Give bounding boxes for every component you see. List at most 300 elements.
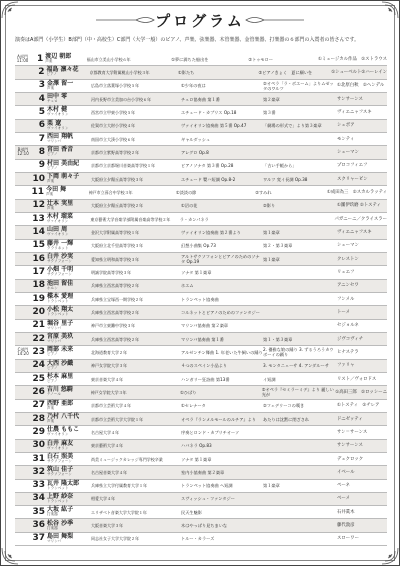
performer — [47, 267, 91, 277]
school-name: 神戸女学院大学３年 — [91, 363, 127, 369]
performer-name: 小畑 千明 — [47, 266, 74, 274]
composer: アニンセワ — [337, 283, 359, 289]
program-row — [15, 493, 387, 506]
piece-title-2: イ短調 — [263, 376, 276, 382]
performer-name: 松谷 沙季 — [47, 519, 74, 527]
performer-number: 28 — [32, 413, 45, 424]
performer-name: 島田 舞梨 — [47, 532, 74, 540]
performer — [47, 107, 91, 117]
composer: スクリャービン — [337, 176, 368, 182]
performer-number: 11 — [31, 186, 45, 197]
page-title: プログラム — [155, 12, 245, 30]
composer: セジョルネ — [337, 323, 359, 329]
school-name: 北海道教育大学２年 — [91, 349, 127, 355]
performer-name: 西野 亜郎 — [47, 399, 74, 407]
piece-title: ピアノソナタ 第３番 Op.28 — [181, 163, 234, 169]
piece-title: ラ・カンパネラ — [179, 216, 209, 222]
piece-title-2: ②トゥモロー — [248, 56, 273, 62]
performer-name: 木村 瑠菜 — [46, 213, 73, 221]
composer: スローワー — [337, 536, 359, 542]
instrument: マリンバ — [47, 339, 62, 344]
composer: ヴィエニャフスキ — [337, 229, 372, 235]
corner-ornament-icon — [381, 547, 399, 565]
performer — [47, 81, 91, 91]
piece-title: ハンガリー狂詩曲 第13番 — [181, 376, 230, 382]
composer: クレストン — [337, 256, 359, 262]
performer-number: 23 — [32, 346, 45, 357]
performer-name: 瓦井 隆太郎 — [47, 479, 80, 487]
performer-number: 13 — [32, 213, 45, 224]
composer: ヴィエニャフスキ — [337, 109, 372, 115]
school-name: エリザベト音楽大学大学院１年 — [91, 509, 147, 515]
instrument: 声楽 — [47, 205, 55, 210]
piece-title: ４つのスペイン小品より — [181, 363, 228, 369]
program-table — [15, 53, 387, 549]
instrument: マリンバ — [47, 139, 62, 144]
composer: ①團伊玖磨 ②トスティ — [337, 203, 381, 209]
performer — [47, 481, 91, 491]
instrument: トランペット — [47, 312, 69, 317]
piece-title: ①影たち — [178, 69, 195, 75]
performer-number: 29 — [32, 426, 45, 437]
performer — [47, 174, 91, 184]
piece-title: ①セレナータ — [181, 403, 206, 409]
performer — [47, 147, 91, 157]
instrument: ヴァイオリン — [47, 232, 69, 237]
school-name: 兵庫県立大学付属教育大学１年 — [91, 483, 147, 489]
performer — [47, 227, 91, 237]
piece-title-2: ②オペラ『セミラーミデ』より 麗しい光が — [261, 387, 334, 398]
performer-name: 福島 凛々花 — [46, 66, 79, 74]
performer — [46, 187, 89, 197]
instrument: サクソフォーン — [47, 272, 72, 277]
instrument: テノール — [46, 392, 61, 397]
program-row — [15, 533, 387, 546]
school-name: 京都教育大学附属桃山小学校３年 — [89, 69, 150, 75]
school-name: 神戸市立葺合中学校３年 — [88, 189, 133, 195]
composer: サンサーンス — [337, 96, 363, 102]
performer — [47, 387, 91, 397]
piece-title: スヴィッシュ・ファンタジー — [181, 496, 235, 502]
school-name: 兵庫県立西宮高等学校２年 — [91, 283, 139, 289]
school-name: 佐賀市立大財小学校４年 — [91, 123, 135, 129]
composer: ドニゼッティ — [337, 416, 363, 422]
performer-name: 山田 周 — [47, 226, 68, 234]
piece-title-2: ②ピアノきょく 夏に願いを — [258, 69, 313, 75]
performer-number: 10 — [32, 173, 45, 184]
performer — [47, 134, 91, 144]
composer: デュクロック — [337, 456, 364, 462]
piece-title: 序奏とロンド・カプリチオーソ — [181, 429, 240, 435]
piece-title-2: あたりは沈黙に閉ざされ — [263, 416, 310, 422]
composer: ①ミュージカル作品 ②ストラウス — [317, 56, 387, 62]
performer — [47, 347, 91, 357]
composer: ①成田為三 ②スカルラッティ — [326, 189, 388, 195]
program-row — [15, 146, 387, 159]
instrument: 声楽 — [47, 85, 55, 90]
performer — [47, 374, 91, 384]
performer-name: 田中 零 — [47, 93, 68, 101]
piece-title-2: ②すみれ — [255, 189, 272, 195]
piece-title: ①ひばり — [180, 389, 197, 395]
instrument: 声楽 — [47, 405, 55, 410]
composer: シュポア — [337, 123, 355, 129]
performer-name: 乃村 八千代 — [47, 413, 80, 421]
school-name: 兵庫県立西宮高等学校２年 — [91, 336, 139, 342]
piece-title: 民天生魅影 — [181, 509, 202, 515]
program-row — [15, 66, 387, 79]
piece-title: エチュード・カプリス Op.18 — [181, 109, 237, 115]
performer-name: 白井 沙実 — [47, 253, 74, 261]
composer: ジヴコヴィチ — [337, 336, 364, 342]
piece-title: エチュード 嬰ハ短調 Op.8-2 — [181, 176, 236, 182]
instrument: クラリネット — [47, 245, 69, 250]
instrument: ヴァイオリン — [47, 432, 69, 437]
piece-title-2: ②オペラ「ラ・ボエーム」よりムゼッタのワルツ — [263, 80, 334, 91]
performer — [47, 441, 91, 451]
school-name: 広島市立落葉塚小学校５年 — [91, 83, 139, 89]
instrument: ヴァイオリン — [47, 445, 69, 450]
school-name: 河内長野市立美加の台小学校６年 — [91, 96, 151, 102]
performer-number: 25 — [32, 373, 45, 384]
instrument: ヴァイオリン — [47, 125, 69, 130]
performer-name: 仕農 ももこ — [47, 426, 80, 434]
program-row — [15, 480, 387, 493]
piece-title-2: ②フェデリーコの嘆き — [263, 403, 305, 409]
composer: パガニーニ／クライスラー — [334, 216, 388, 222]
performer-number: 3 — [38, 80, 45, 91]
program-row — [15, 240, 387, 253]
piece-title: ハバネラ Op.83 — [181, 443, 212, 449]
performer-name: 池田 留佳 — [47, 279, 74, 287]
program-row — [15, 320, 387, 333]
school-name: 京都市立芸術大学４年 — [91, 403, 131, 409]
performer-number: 30 — [32, 440, 45, 451]
performer-number: 12 — [32, 200, 45, 211]
instrument: マリンバ — [47, 325, 62, 330]
program-row — [15, 186, 387, 199]
school-name: 金沢大学附属高等学校１年 — [91, 229, 139, 235]
school-name: 同志社女子大学大学院２年 — [91, 536, 139, 542]
intro-text: 演奏はA部門（小学生）B部門（中・高校生）C部門（大学一般）のピアノ、声楽、弦楽器、木管楽器、金管楽器、打楽器の６部門の入賞者の皆さんです。 — [15, 37, 360, 43]
performer-number: 21 — [32, 320, 45, 331]
program-row — [15, 360, 387, 373]
composer: 藤代敦彦 — [337, 523, 355, 529]
performer-name: 筑山 佳子 — [47, 466, 74, 474]
performer-number: 6 — [38, 120, 45, 131]
performer — [47, 507, 91, 517]
performer-name: 下岡 萌々子 — [47, 173, 80, 181]
performer-name: 辻本 実里 — [47, 199, 74, 207]
performer-number: 8 — [38, 146, 45, 157]
piece-title: マリンバ協奏曲 第１番 — [181, 336, 224, 342]
piece-title: ヴァイオリン協奏曲 第２番より — [181, 229, 241, 235]
instrument: サクソフォーン — [47, 259, 72, 264]
program-row — [15, 293, 387, 306]
performer — [45, 54, 86, 64]
instrument: トランペット — [47, 498, 69, 503]
instrument: ホルン — [47, 285, 58, 290]
performer — [47, 121, 91, 131]
instrument: ピアノ — [47, 379, 58, 384]
program-row — [15, 453, 387, 466]
performer — [47, 161, 91, 171]
composer: シューマン — [337, 149, 359, 155]
composer: ファリャ — [337, 363, 355, 369]
school-name: 京都市立紫野高等学校２年 — [91, 149, 139, 155]
performer — [47, 254, 91, 264]
program-row — [15, 346, 387, 359]
instrument: 声楽 — [47, 419, 55, 424]
performer-name: 上野 紗奈 — [47, 492, 74, 500]
performer — [47, 534, 91, 544]
instrument: サクソフォーン — [47, 472, 72, 477]
performer-number: 4 — [38, 93, 45, 104]
performer — [47, 294, 91, 304]
performer-name: 村田 美由紀 — [47, 159, 80, 167]
piece-title: 木はやっぱり見ちまいな — [181, 523, 228, 529]
instrument: マリンバ — [47, 538, 62, 543]
program-row — [15, 519, 387, 532]
performer-number: 2 — [38, 66, 45, 77]
performer-number: 37 — [32, 533, 45, 544]
instrument: ピアノ — [47, 152, 58, 157]
performer-number: 1 — [36, 53, 44, 64]
performer-name: 西田 翔帆 — [47, 133, 74, 141]
piece-title: ①沼の花 — [181, 203, 198, 209]
school-name: 京都市立芸術大学大学院１年 — [91, 416, 143, 422]
composer: イベール — [337, 469, 355, 475]
program-row — [15, 133, 387, 146]
program-row — [15, 93, 387, 106]
program-row — [15, 400, 387, 413]
piece-title: 室内小協奏曲 第２楽章 — [181, 469, 225, 475]
instrument: 打楽器 — [47, 525, 58, 530]
piece-title: 幻想小曲集 Op.73 — [181, 243, 216, 249]
performer-name: 栗 遼 — [47, 119, 62, 127]
performer-name: 小松 翔太 — [47, 306, 74, 314]
section-label: B部門 12:10 — [17, 146, 29, 157]
piece-title: ソナタ 第１楽章 — [181, 456, 212, 462]
piece-title: ホエム — [181, 283, 194, 289]
composer: サン＝サーンス — [337, 429, 368, 435]
instrument: トランペット — [47, 485, 69, 490]
composer: プロコフィエフ — [337, 163, 368, 169]
composer: ペーネ — [337, 483, 350, 489]
performer-number: 5 — [38, 106, 45, 117]
piece-title: ヴァイオリン協奏曲 第５番 Op.47 — [181, 123, 247, 129]
piece-title: トルー・カラーズ — [181, 536, 215, 542]
piece-title-2: 第１楽章 — [263, 483, 280, 489]
instrument: ピアノ — [47, 365, 58, 370]
performer — [47, 94, 91, 104]
performer-name: 堀谷 里子 — [47, 319, 74, 327]
section-label: A部門 11:00 — [16, 53, 29, 64]
performer-number: 20 — [32, 306, 45, 317]
piece-title: チェロ協奏曲 第１番 — [181, 96, 220, 102]
composer: ①トスティ ②チレア — [337, 403, 380, 409]
performer-name: 吉川 悠騎 — [46, 386, 73, 394]
title-ornament-icon — [244, 15, 304, 25]
performer-name: 岡部 未来 — [47, 346, 74, 354]
program-row — [15, 53, 387, 66]
piece-title: コルネットとピアノのためのファンタジー — [181, 309, 260, 315]
performer-number: 14 — [32, 226, 45, 237]
piece-title: アルゼンチン舞曲 1. 年老いた牛飼いの踊り — [181, 349, 263, 355]
school-name: 明誠学院高等学校３年 — [91, 269, 131, 275]
performer — [47, 321, 91, 331]
performer-number: 22 — [32, 333, 45, 344]
program-row — [15, 506, 387, 519]
performer — [47, 334, 91, 344]
composer: 石井眞木 — [337, 509, 355, 515]
instrument: ヴァイオリン — [47, 112, 69, 117]
performer — [46, 67, 89, 77]
school-name: 神戸市立東灘中学校３年 — [91, 323, 135, 329]
performer-number: 9 — [38, 160, 45, 171]
piece-title: ソナタ 第１楽章 — [181, 269, 212, 275]
program-row — [15, 426, 387, 439]
performer-number: 35 — [32, 506, 45, 517]
program-row — [15, 306, 387, 319]
performer — [47, 241, 91, 251]
instrument: 声楽 — [47, 179, 55, 184]
school-name: 東京藝術大学音楽学部附属音楽高等学校２年 — [90, 216, 171, 222]
performer — [47, 281, 91, 291]
piece-title: ①淡淡の節 — [175, 189, 197, 195]
school-name: 西宮市立甲東小学校５年 — [91, 109, 135, 115]
school-name: 京都市立京都堀川音楽高等学校１年 — [91, 163, 155, 169]
school-name: 大阪音楽大学３年 — [91, 523, 123, 529]
performer — [47, 427, 91, 437]
performer-name: 杉本 麻里 — [47, 373, 74, 381]
program-row — [15, 160, 387, 173]
performer — [47, 307, 91, 317]
school-name: 大阪府立夕陽丘高等学校３年 — [91, 176, 143, 182]
performer-name: 木村 健 — [47, 106, 68, 114]
performer-number: 34 — [32, 493, 45, 504]
piece-title: アレグロ Op.8 — [181, 149, 209, 155]
composer: ①北原白秋 ②ヘンデル — [337, 83, 385, 89]
performer-number: 15 — [32, 240, 45, 251]
composer: サンサーンス — [337, 443, 363, 449]
program-row — [15, 106, 387, 119]
school-name: 南国市立大湊小学校６年 — [91, 136, 135, 142]
program-row — [15, 253, 387, 266]
performer-name: 大西 沙織 — [47, 359, 74, 367]
program-row — [15, 386, 387, 399]
piece-title-2: ②影り — [263, 203, 276, 209]
performer-name: 楪本 愛理 — [47, 293, 74, 301]
piece-title: ギャルダッシュ — [181, 136, 211, 142]
performer-name: 金澤 留一 — [47, 79, 74, 87]
school-name: 大阪府立夕陽丘高等学校２年 — [91, 203, 143, 209]
instrument: チェロ — [47, 99, 58, 104]
piece-title: アルトサクソフォンとピアノのためのソナタ Op.19 — [181, 254, 260, 265]
school-name: 兵庫県立西宮高等学校２年 — [91, 309, 139, 315]
composer: リュエフ — [337, 269, 355, 275]
program-row — [15, 173, 387, 186]
composer: ベーメ — [337, 496, 350, 502]
piece-title: ①少年の夜は — [181, 83, 206, 89]
performer-name: 渡辺 朝郎 — [45, 53, 72, 61]
performer-number: 36 — [32, 520, 45, 531]
piece-title: オペラ『ランメルモールのルチア』より — [181, 416, 256, 422]
piece-title-2: 3. モンタニェーサ 4. アンダルーサ — [263, 363, 329, 369]
performer-name: 白石 照美 — [47, 453, 74, 460]
performer-number: 27 — [32, 400, 45, 411]
performer — [47, 214, 91, 224]
school-name: 大阪府立北千里高等学校３年 — [91, 243, 143, 249]
performer-number: 32 — [32, 466, 45, 477]
composer: シューマン — [337, 243, 359, 249]
school-name: 名古屋音楽大学４年 — [91, 469, 127, 475]
performer-number: 18 — [32, 280, 45, 291]
performer — [47, 414, 91, 424]
composer: リスト／ヴォロドス — [337, 376, 377, 382]
program-row — [15, 413, 387, 426]
school-name: 尚美ミュージックカレッジ専門学校卒業 — [91, 456, 163, 462]
composer: ①高田三郎 ②ロッシーニ — [335, 389, 387, 395]
performer — [47, 521, 91, 531]
program-row — [15, 80, 387, 93]
performer-number: 31 — [32, 453, 45, 464]
composer: モンティ — [337, 136, 355, 142]
instrument: ピアノ — [47, 165, 58, 170]
school-name: 東京藝術大学４年 — [91, 443, 123, 449]
piece-title: マリンバ協奏曲 第２楽章 — [181, 323, 229, 329]
performer — [47, 467, 91, 477]
performer — [47, 494, 91, 504]
piece-title: トランペット協奏曲 ヘ短調 — [181, 483, 233, 489]
instrument: 声楽 — [46, 192, 54, 197]
school-name: 愛知県立明和高等学校３年 — [91, 256, 139, 262]
program-row — [15, 120, 387, 133]
instrument: ピアノ — [47, 352, 58, 357]
performer-number: 7 — [38, 133, 45, 144]
school-name: 兵庫県立宝塚西一期学校２年 — [91, 296, 143, 302]
composer: ①シューベルト②ハーレイン — [331, 69, 387, 75]
composer: ヒナステラ — [337, 349, 359, 355]
piece-title: ①夢に満ちた船出を — [171, 56, 209, 62]
composer: トーメ — [337, 309, 350, 315]
piece-title-2: 第１楽章 — [263, 229, 280, 235]
program-row — [15, 333, 387, 346]
school-name: 名古屋大学４年 — [91, 429, 119, 435]
piece-title-2: 第３番 — [263, 109, 276, 115]
piece-title-2: 第２楽章 — [263, 96, 280, 102]
program-row — [15, 200, 387, 213]
program-row — [15, 440, 387, 453]
performer-number: 16 — [32, 253, 45, 264]
program-row — [15, 466, 387, 479]
performer — [47, 361, 91, 371]
program-row — [15, 266, 387, 279]
program-row — [15, 280, 387, 293]
performer-number: 17 — [32, 266, 45, 277]
composer: フンメル — [337, 296, 355, 302]
piece-title-2: 第１・第３楽章 — [263, 336, 293, 342]
school-name: 福山市立美山小学校６年 — [86, 56, 131, 62]
program-row — [15, 226, 387, 239]
performer-name: 大坂 紘子 — [47, 506, 74, 514]
piece-title-2: 第１楽章 — [263, 256, 280, 262]
performer-number: 33 — [32, 480, 45, 491]
instrument: 声楽 — [45, 59, 53, 64]
performer-name: 今田 舞 — [46, 186, 67, 194]
performer-number: 24 — [32, 360, 45, 371]
school-name: 神戸女学院大学３年 — [90, 389, 127, 395]
